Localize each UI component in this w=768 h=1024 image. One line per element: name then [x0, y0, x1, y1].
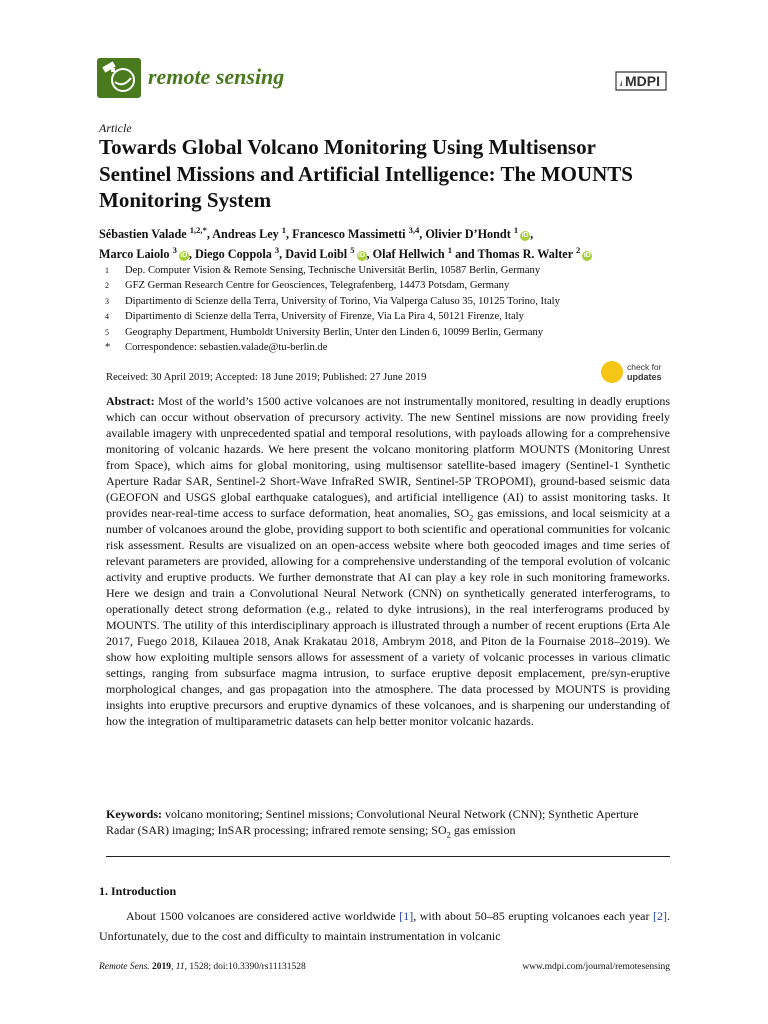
- body-text-3: . Unfortunately, due to the cost and difficulty to maintain instrumentation in volcanic: [99, 909, 671, 943]
- article-type: Article: [99, 121, 132, 135]
- orcid-icon[interactable]: iD: [180, 252, 188, 259]
- journal-name: remote sensing: [148, 64, 285, 89]
- author-name: Marco Laiolo: [99, 247, 170, 261]
- keywords-subscript: 2: [446, 830, 451, 840]
- keywords-label: Keywords:: [106, 807, 162, 821]
- affiliation-text: GFZ German Research Centre for Geosciences, Telegrafenberg, 14473 Potsdam, Germany: [125, 280, 510, 292]
- affiliation-text: Geography Department, Humboldt University Berlin, Unter den Linden 6, 10099 Berlin, Germany: [125, 326, 544, 338]
- affiliation-text: Dipartimento di Scienze della Terra, University of Firenze, Via La Pira 4, 50121 Firenze, Italy: [125, 311, 524, 323]
- author-affiliation-mark: 3: [172, 244, 177, 255]
- author-separator: and: [452, 247, 478, 261]
- mdpi-logo: [612, 68, 670, 94]
- citation-link-2[interactable]: [2]: [653, 909, 668, 923]
- footer-journal: Remote Sens.: [99, 962, 150, 972]
- author-name: Sébastien Valade: [99, 227, 187, 241]
- author-list: [99, 224, 679, 264]
- affiliation-number: *: [105, 342, 111, 354]
- abstract-label: Abstract:: [106, 394, 155, 408]
- publisher-name: MDPI: [622, 73, 663, 89]
- author-name: Diego Coppola: [194, 247, 272, 261]
- affiliation-row: [99, 340, 679, 355]
- author-affiliation-mark: 1: [447, 244, 453, 255]
- footer-volume: 11: [175, 962, 185, 972]
- author-name: Thomas R. Walter: [477, 247, 573, 261]
- affiliation-text: Dep. Computer Vision & Remote Sensing, Technische Universität Berlin, 10587 Berlin, Germany: [125, 265, 541, 276]
- affiliation-text: Correspondence: sebastien.valade@tu-berlin.de: [125, 342, 328, 354]
- affiliation-text: Dipartimento di Scienze della Terra, University of Torino, Via Valperga Caluso 35, 10125 Torino, Italy: [125, 295, 560, 307]
- section-heading: 1. Introduction: [99, 884, 177, 898]
- footer-year: 2019: [152, 962, 172, 972]
- check-updates-line2: updates: [627, 372, 662, 382]
- affiliation-row: [99, 263, 679, 278]
- author-separator: ,: [530, 227, 534, 241]
- author-separator: ,: [279, 247, 286, 261]
- affiliation-row: [99, 325, 679, 340]
- author-separator: ,: [286, 227, 293, 241]
- affiliation-number: 2: [105, 281, 109, 291]
- affiliation-number: 5: [105, 327, 109, 337]
- journal-logo-icon: [97, 58, 141, 98]
- author-name: Francesco Massimetti: [292, 227, 406, 241]
- author-separator: ,: [419, 227, 426, 241]
- affiliation-number: 3: [105, 296, 109, 306]
- check-for-updates-badge[interactable]: [601, 361, 673, 385]
- keywords-text: volcano monitoring; Sentinel missions; Convolutional Neural Network (CNN); Synthetic Aperture Radar (SAR) imaging; InSAR processing; infrared remote sensing; SO: [106, 807, 639, 837]
- footer-url[interactable]: www.mdpi.com/journal/remotesensing: [522, 962, 670, 972]
- footer-citation: Remote Sens. 2019, 11, 1528; doi:10.3390/rs11131528: [99, 962, 306, 972]
- author-name: Olaf Hellwich: [372, 247, 445, 261]
- author-name: David Loibl: [285, 247, 348, 261]
- author-affiliation-mark: 1: [513, 224, 519, 235]
- check-updates-line1: check for: [627, 362, 662, 372]
- affiliations: [99, 263, 679, 355]
- paper-title: Towards Global Volcano Monitoring Using Multisensor Sentinel Missions and Artificial Intelligence: The MOUNTS Monitoring System: [99, 135, 633, 212]
- citation-link-1[interactable]: [1]: [399, 909, 414, 923]
- publication-dates: Received: 30 April 2019; Accepted: 18 June 2019; Published: 27 June 2019: [106, 372, 427, 383]
- affiliation-row: [99, 309, 679, 324]
- affiliation-number: 1: [105, 266, 109, 275]
- abstract: [106, 393, 670, 729]
- check-updates-icon: [601, 361, 623, 383]
- body-paragraph: [99, 906, 670, 946]
- footer-doi: , 1528; doi:10.3390/rs11131528: [184, 962, 306, 972]
- keywords: [106, 806, 670, 838]
- orcid-icon[interactable]: iD: [521, 232, 529, 239]
- orcid-icon[interactable]: iD: [583, 252, 591, 259]
- author-separator: ,: [188, 247, 195, 261]
- body-text-2: , with about 50–85 erupting volcanoes each year: [413, 909, 654, 923]
- body-text-1: About 1500 volcanoes are considered active worldwide: [126, 909, 400, 923]
- affiliation-row: [99, 294, 679, 309]
- author-separator: ,: [366, 247, 373, 261]
- affiliation-number: 4: [105, 312, 109, 322]
- author-affiliation-mark: 3: [274, 244, 280, 255]
- author-affiliation-mark: 5: [350, 244, 355, 255]
- section-divider: [106, 856, 670, 857]
- abstract-text-1: Most of the world’s 1500 active volcanoes are not instrumentally monitored, resulting in deadly eruptions which can occur without observation of precursory activity. The new Sentinel missions are now providing freely available imagery with unprecedented spatial and temporal resolutions, with payloads allowing for a comprehensive monitoring of volcanic hazards. We here present the volcano monitoring platform MOUNTS (Monitoring Unrest from Space), which aims for global monitoring, using multisensor satellite-based imagery (Sentinel-1 Synthetic Aperture Radar SAR, Sentinel-2 Short-Wave InfraRed SWIR, Sentinel-5P TROPOMI), ground-based seismic data (GEOFON and USGS global earthquake catalogues), and artificial intelligence (AI) to assist monitoring tasks. It provides near-real-time access to surface deformation, heat anomalies, SO: [106, 394, 671, 520]
- author-affiliation-mark: 1: [281, 224, 287, 235]
- orcid-icon[interactable]: iD: [358, 252, 365, 259]
- author-name: Olivier D’Hondt: [425, 227, 511, 241]
- abstract-subscript: 2: [469, 513, 474, 523]
- author-affiliation-mark: 2: [575, 244, 581, 255]
- affiliation-row: [99, 278, 679, 293]
- author-affiliation-mark: 1,2,*: [189, 224, 207, 235]
- author-separator: ,: [206, 227, 213, 241]
- author-name: Andreas Ley: [212, 227, 279, 241]
- keywords-tail: gas emission: [450, 823, 516, 837]
- abstract-text-2: gas emissions, and local seismicity at a number of volcanoes around the globe, providing support to both scientific and operational communities for volcanic risk assessment. Results are visualized on an open-access website where both geocoded images and time series of relevant parameters are provided, allowing for a comprehensive understanding of the temporal evolution of volcanic activity and eruptive products. We further demonstrate that AI can play a key role in such monitoring frameworks. Here we design and train a Convolutional Neural Network (CNN) on synthetically generated interferograms, to operationally detect strong deformation (e.g., related to dyke intrusions), in the real interferograms produced by MOUNTS. The utility of this interdisciplinary approach is illustrated through a number of recent eruptions (Erta Ale 2017, Fuego 2018, Kilauea 2018, Anak Krakatau 2018, Ambrym 2018, and Piton de la Fournaise 2018–2019). We show how exploiting multiple sensors allows for assessment of a variety of volcanic processes in various climatic settings, ranging from subsurface magma intrusion, to surface eruptive deposit emplacement, pre/syn-eruptive morphological changes, and gas propagation into the atmosphere. The data processed by MOUNTS is providing insights into eruptive precursors and eruptive dynamics of these volcanoes, and is sharpening our understanding of how the integration of multiparametric datasets can help better monitor volcanic hazards.: [106, 506, 670, 728]
- author-affiliation-mark: 3,4: [408, 224, 420, 235]
